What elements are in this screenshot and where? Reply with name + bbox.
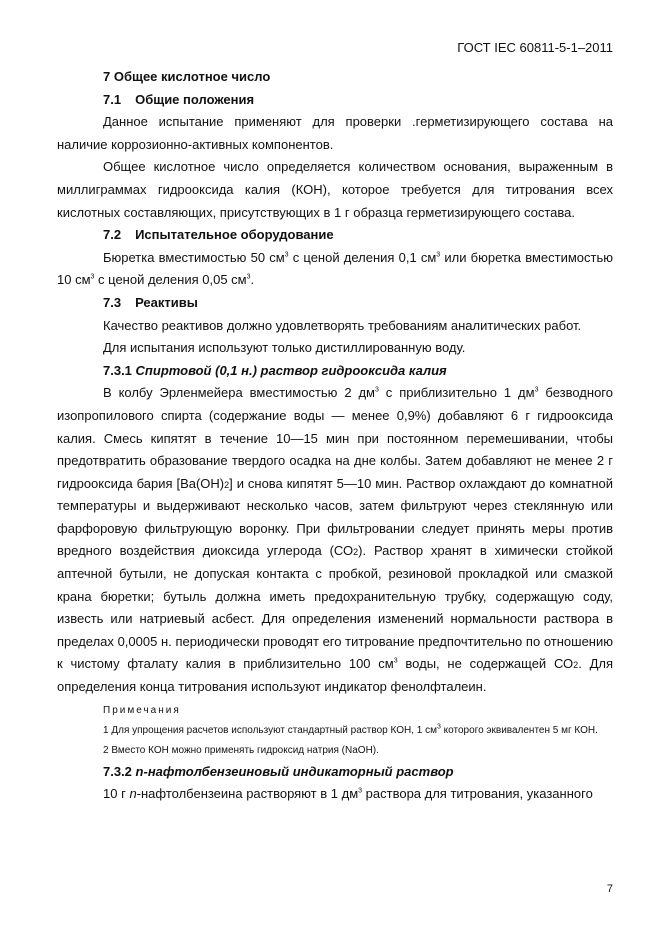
superscript: 3 <box>90 274 95 282</box>
paragraph-definition: Общее кислотное число определяется количеством основания, выраженным в миллиграммах гидрооксида калия (КОН), которое требуется для титрования всех кислотных составляющих, присутствующих в 1 г образца герметизирующего состава. <box>57 159 613 220</box>
notes-heading: Примечания <box>103 704 181 716</box>
text-run: с ценой деления 0,1 см <box>288 249 437 265</box>
section-number: 7.3 <box>103 294 122 310</box>
section-7-2-heading <box>57 224 613 247</box>
section-title: Общие положения <box>135 91 255 107</box>
paragraph-indicator <box>57 783 613 806</box>
section-number: 7.1 <box>103 91 122 107</box>
superscript: 3 <box>374 386 379 394</box>
superscript: 3 <box>358 787 363 795</box>
section-number: 7.3.2 <box>103 763 132 779</box>
paragraph-water: Для испытания используют только дистиллированную воду. <box>103 340 466 356</box>
text-run: ). Раствор хранят в химически стойкой аптечной бутыли, не допуская контакта с пробкой, резиновой прокладкой или смазкой крана бюретки; бутыль должна иметь предохранительную трубку, содержащую соду, известь или натриевый асбест. Для определения изменений нормальности раствора в пределах 0,0005 н. периодически проводят его титрование предпочтительно по отношению к чистому фталату калия в приблизительно 100 см <box>57 543 613 672</box>
note-2: 2 Вместо КОН можно применять гидроксид натрия (NaOH). <box>103 744 379 756</box>
page-content <box>57 66 613 806</box>
section-7-1-heading <box>57 89 613 112</box>
text-run: с ценой деления 0,05 см <box>94 272 247 288</box>
section-number: 7.2 <box>103 227 122 243</box>
text-run: 1 Для упрощения расчетов используют стандартный раствор КОН, 1 см <box>103 724 437 736</box>
text-run: . Для определения конца титрования используют индикатор фенолфталеин. <box>57 656 613 695</box>
section-title: Испытательное оборудование <box>135 227 334 243</box>
text-run: раствора для титрования, указанного <box>362 786 593 802</box>
superscript: 3 <box>534 386 539 394</box>
section-7-3-heading <box>57 292 613 315</box>
superscript: 3 <box>246 274 251 282</box>
page-number: 7 <box>606 883 613 895</box>
text-run: -нафтолбензеина растворяют в 1 дм <box>136 786 359 802</box>
text-run: ] и снова кипятят 5—10 мин. Раствор охлаждают до комнатной температуры и выдерживают несколько часов, затем фильтруют через стеклянную или фарфоровую фильтрующую воронку. При фильтровании следует принять меры против вредного воздействия диоксида углерода (СО <box>57 475 613 559</box>
italic-text: n <box>129 786 137 802</box>
subscript: 2 <box>573 660 579 671</box>
document-code: ГОСТ IEC 60811-5-1–2011 <box>457 40 613 55</box>
superscript: 3 <box>393 658 398 666</box>
text-run: 10 г <box>103 786 130 802</box>
superscript: 3 <box>436 723 441 731</box>
text-run: В колбу Эрленмейера вместимостью 2 дм <box>103 385 375 401</box>
section-title: n-нафтолбензеиновый индикаторный раствор <box>135 763 454 779</box>
superscript: 3 <box>436 251 441 259</box>
note-1 <box>57 721 613 741</box>
text-run: безводного изопропилового спирта (содержание воды — менее 0,9%) добавляют 6 г гидрооксида калия. Смесь кипятят в течение 10—15 мин при постоянном перемешивании, чтобы предотвратить образование твердого осадка на дне колбы. Затем добавляют не менее 2 г гидрооксида бария [Ва(ОН) <box>57 385 613 491</box>
text-run: которого эквивалентен 5 мг КОН. <box>440 724 598 736</box>
section-7-3-2-heading <box>57 761 613 784</box>
section-7-heading: 7 Общее кислотное число <box>103 69 271 84</box>
section-7-3-1-heading <box>57 360 613 383</box>
paragraph-reagent-quality: Качество реактивов должно удовлетворять требованиям аналитических работ. <box>103 317 582 333</box>
paragraph-purpose: Данное испытание применяют для проверки .герметизирующего состава на наличие коррозионно-активных компонентов. <box>57 114 613 152</box>
section-title: Реактивы <box>135 294 198 310</box>
text-run: . <box>250 272 255 288</box>
superscript: 3 <box>284 251 289 259</box>
subscript: 2 <box>353 547 359 558</box>
section-number: 7.3.1 <box>103 362 132 378</box>
subscript: 2 <box>224 479 230 490</box>
text-run: или бюретка вместимостью 10 см <box>57 249 613 288</box>
section-title: Спиртовой (0,1 н.) раствор гидрооксида калия <box>135 362 447 378</box>
text-run: воды, не содержащей СО <box>397 656 574 672</box>
paragraph-equipment <box>57 247 613 292</box>
paragraph-koh-solution <box>57 382 613 698</box>
text-run: с приблизительно 1 дм <box>378 385 535 401</box>
text-run: Бюретка вместимостью 50 см <box>103 249 285 265</box>
